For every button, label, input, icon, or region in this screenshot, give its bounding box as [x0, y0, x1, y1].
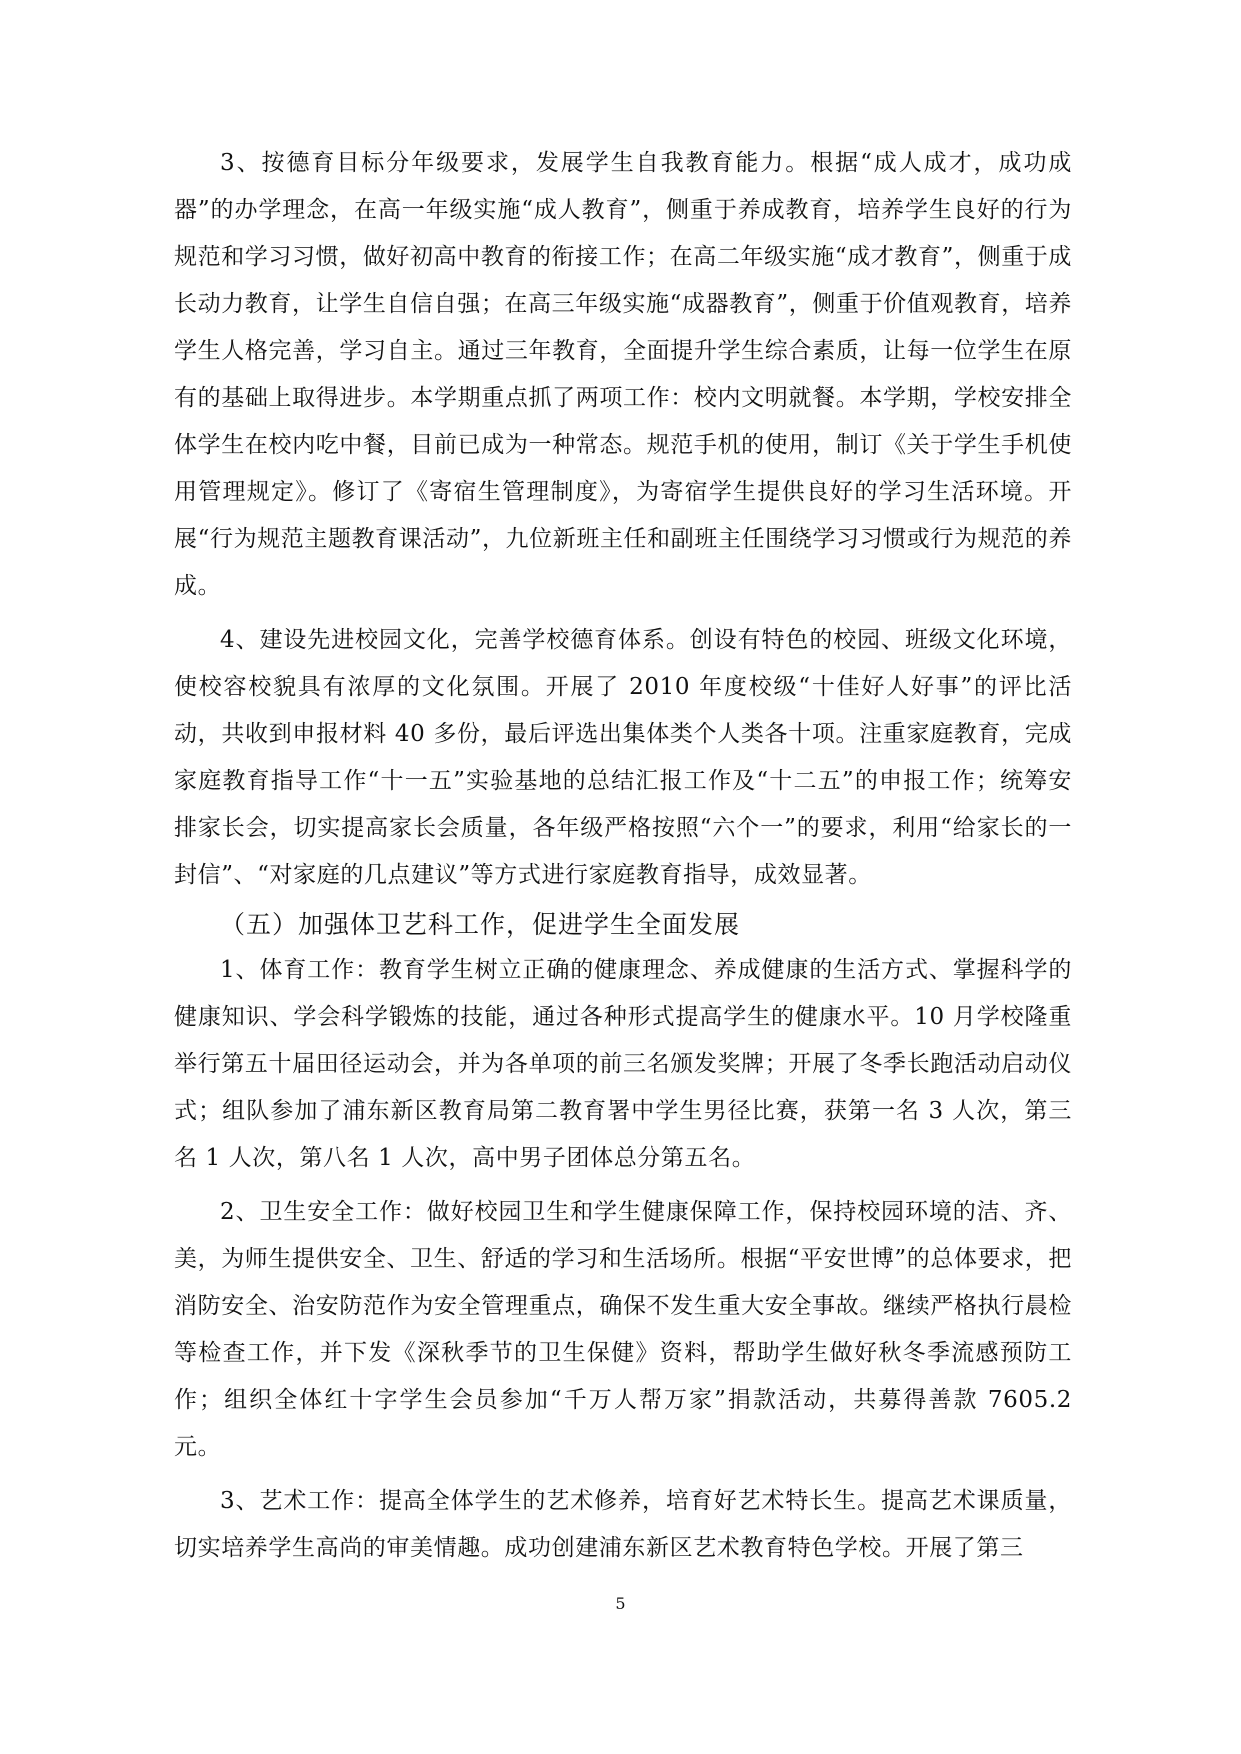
paragraph-campus-culture: 4、建设先进校园文化，完善学校德育体系。创设有特色的校园、班级文化环境，使校容校貌具有浓厚的文化氛围。开展了 2010 年度校级“十佳好人好事”的评比活动，共收到申报材料 40 多份，最后评选出集体类个人类各十项。注重家庭教育，完成家庭教育指导工作“十一五”实验基地的总结汇报工作及“十二五”的申报工作；统筹安排家长会，切实提高家长会质量，各年级严格按照“六个一”的要求，利用“给家长的一封信”、“对家庭的几点建议”等方式进行家庭教育指导，成效显著。 — [174, 627, 1072, 888]
section-heading: （五）加强体卫艺科工作，促进学生全面发展 — [220, 910, 741, 939]
paragraph-moral-education-grades: 3、按德育目标分年级要求，发展学生自我教育能力。根据“成人成才，成功成器”的办学理念，在高一年级实施“成人教育”，侧重于养成教育，培养学生良好的行为规范和学习习惯，做好初高中教育的衔接工作；在高二年级实施“成才教育”，侧重于成长动力教育，让学生自信自强；在高三年级实施“成器教育”，侧重于价值观教育，培养学生人格完善，学习自主。通过三年教育，全面提升学生综合素质，让每一位学生在原有的基础上取得进步。本学期重点抓了两项工作：校内文明就餐。本学期，学校安排全体学生在校内吃中餐，目前已成为一种常态。规范手机的使用，制订《关于学生手机使用管理规定》。修订了《寄宿生管理制度》，为寄宿学生提供良好的学习生活环境。开展“行为规范主题教育课活动”，九位新班主任和副班主任围绕学习习惯或行为规范的养成。 — [174, 150, 1072, 599]
paragraph-health-safety-work: 2、卫生安全工作：做好校园卫生和学生健康保障工作，保持校园环境的洁、齐、美，为师生提供安全、卫生、舒适的学习和生活场所。根据“平安世博”的总体要求，把消防安全、治安防范作为安全管理重点，确保不发生重大安全事故。继续严格执行晨检等检查工作，并下发《深秋季节的卫生保健》资料，帮助学生做好秋冬季流感预防工作；组织全体红十字学生会员参加“千万人帮万家”捐款活动，共募得善款 7605.2 元。 — [174, 1199, 1072, 1460]
paragraph-sports-work: 1、体育工作：教育学生树立正确的健康理念、养成健康的生活方式、掌握科学的健康知识、学会科学锻炼的技能，通过各种形式提高学生的健康水平。10 月学校隆重举行第五十届田径运动会，并为各单项的前三名颁发奖牌；开展了冬季长跑活动启动仪式；组队参加了浦东新区教育局第二教育署中学生男径比赛，获第一名 3 人次，第三名 1 人次，第八名 1 人次，高中男子团体总分第五名。 — [174, 957, 1072, 1171]
page-number: 5 — [615, 1594, 626, 1613]
paragraph-art-work: 3、艺术工作：提高全体学生的艺术修养，培育好艺术特长生。提高艺术课质量，切实培养学生高尚的审美情趣。成功创建浦东新区艺术教育特色学校。开展了第三 — [174, 1488, 1072, 1561]
body-text — [174, 140, 1072, 1572]
